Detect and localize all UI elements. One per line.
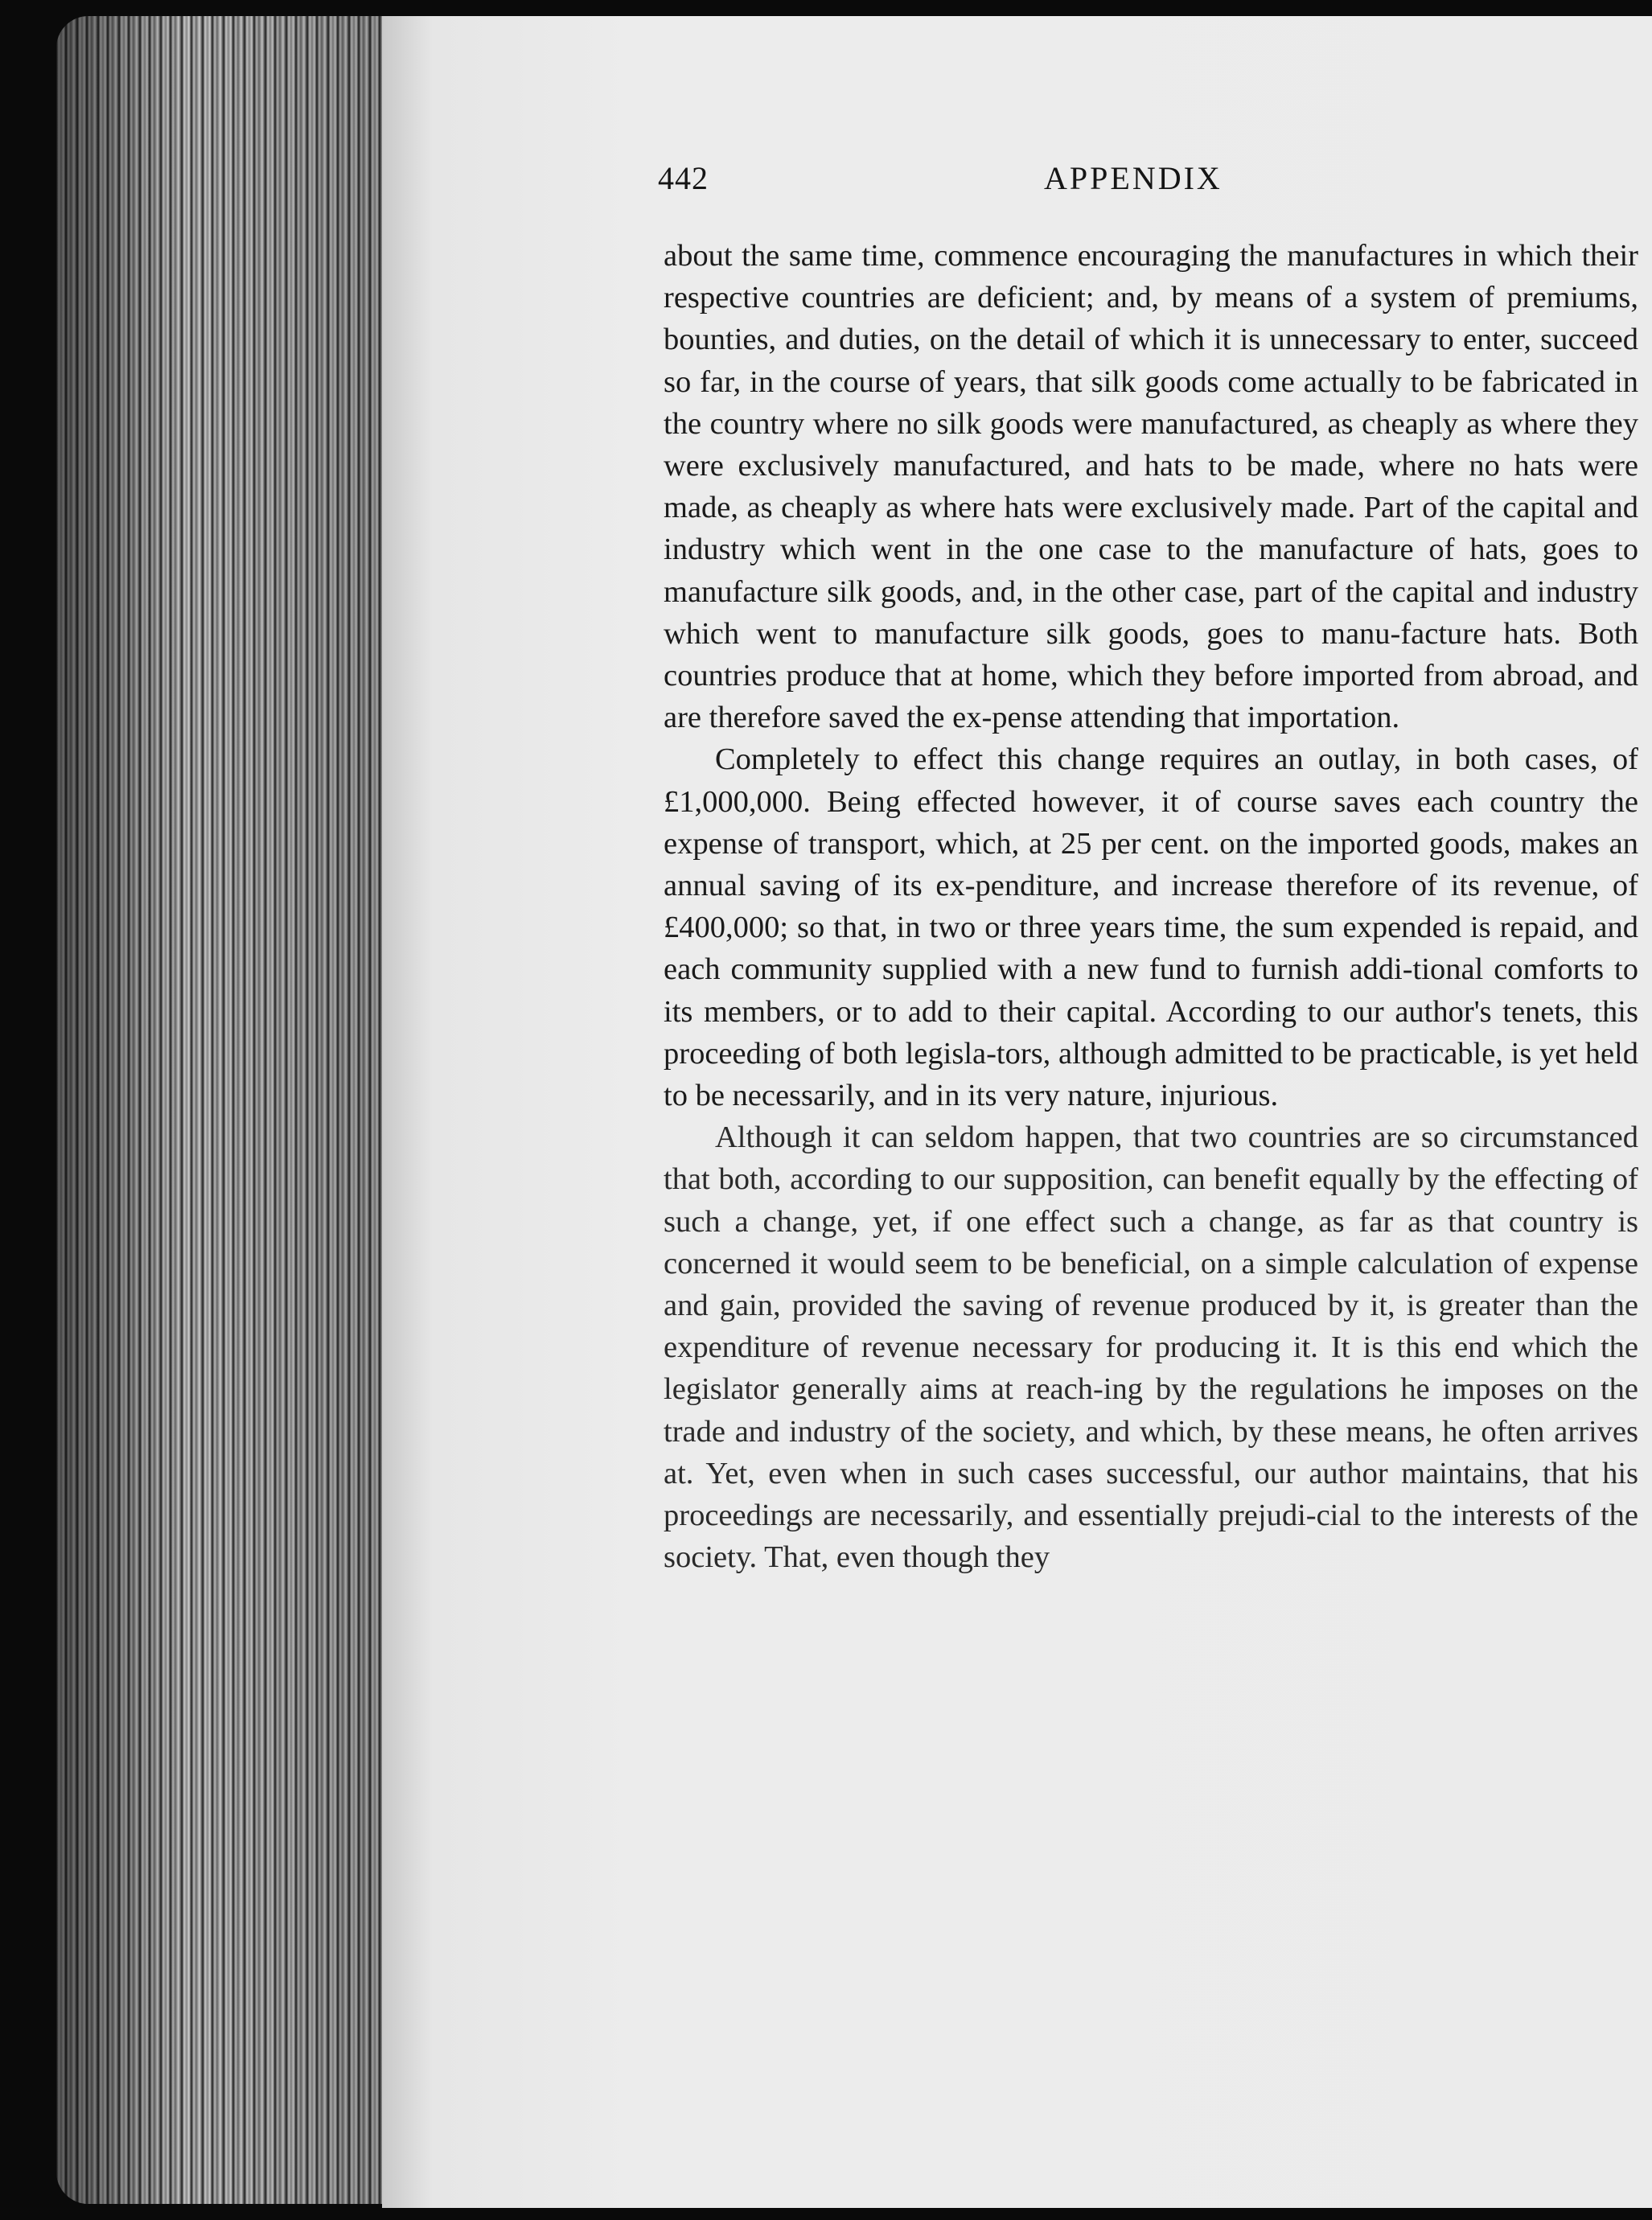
- paragraph-1: about the same time, commence encouraging the manufactures in which their respective countries are deficient; and, by means of a system of premiums, bounties, and duties, on the detail of which it is unnecessary to enter, succeed so far, in the course of years, that silk goods come actually to be fabricated in the country where no silk goods were manufactured, as cheaply as where they were exclusively manufactured, and hats to be made, where no hats were made, as cheaply as where hats were exclusively made. Part of the capital and industry which went in the one case to the manufacture of hats, goes to manufacture silk goods, and, in the other case, part of the capital and industry which went to manufacture silk goods, goes to manu-facture hats. Both countries produce that at home, which they before imported from abroad, and are therefore saved the ex-pense attending that importation.: [664, 239, 1638, 735]
- page-number: 442: [658, 160, 709, 196]
- paragraph-2: Completely to effect this change requires an outlay, in both cases, of £1,000,000. Being effected however, it of course saves each country the expense of transport, which, at 25 per cent. on the imported goods, makes an annual saving of its ex-penditure, and increase therefore of its revenue, of £400,000; so that, in two or three years time, the sum expended is repaid, and each community supplied with a new fund to furnish addi-tional comforts to its members, or to add to their capital. According to our author's tenets, this proceeding of both legisla-tors, although admitted to be practicable, is yet held to be necessarily, and in its very nature, injurious.: [664, 742, 1638, 1113]
- paragraph-3: Although it can seldom happen, that two countries are so circumstanced that both, according to our supposition, can benefit equally by the effecting of such a change, yet, if one effect such a change, as far as that country is concerned it would seem to be beneficial, on a simple calculation of expense and gain, provided the saving of revenue produced by it, is greater than the expenditure of revenue necessary for producing it. It is this end which the legislator generally aims at reach-ing by the regulations he imposes on the trade and industry of the society, and which, by these means, he often arrives at. Yet, even when in such cases successful, our author maintains, that his proceedings are necessarily, and essentially prejudi-cial to the interests of the society. That, even though they: [664, 1120, 1638, 1575]
- running-head: APPENDIX: [1044, 160, 1223, 196]
- page-body: [664, 235, 1638, 1579]
- page-header: [658, 159, 1623, 208]
- book-edge-shadow: [56, 16, 386, 2204]
